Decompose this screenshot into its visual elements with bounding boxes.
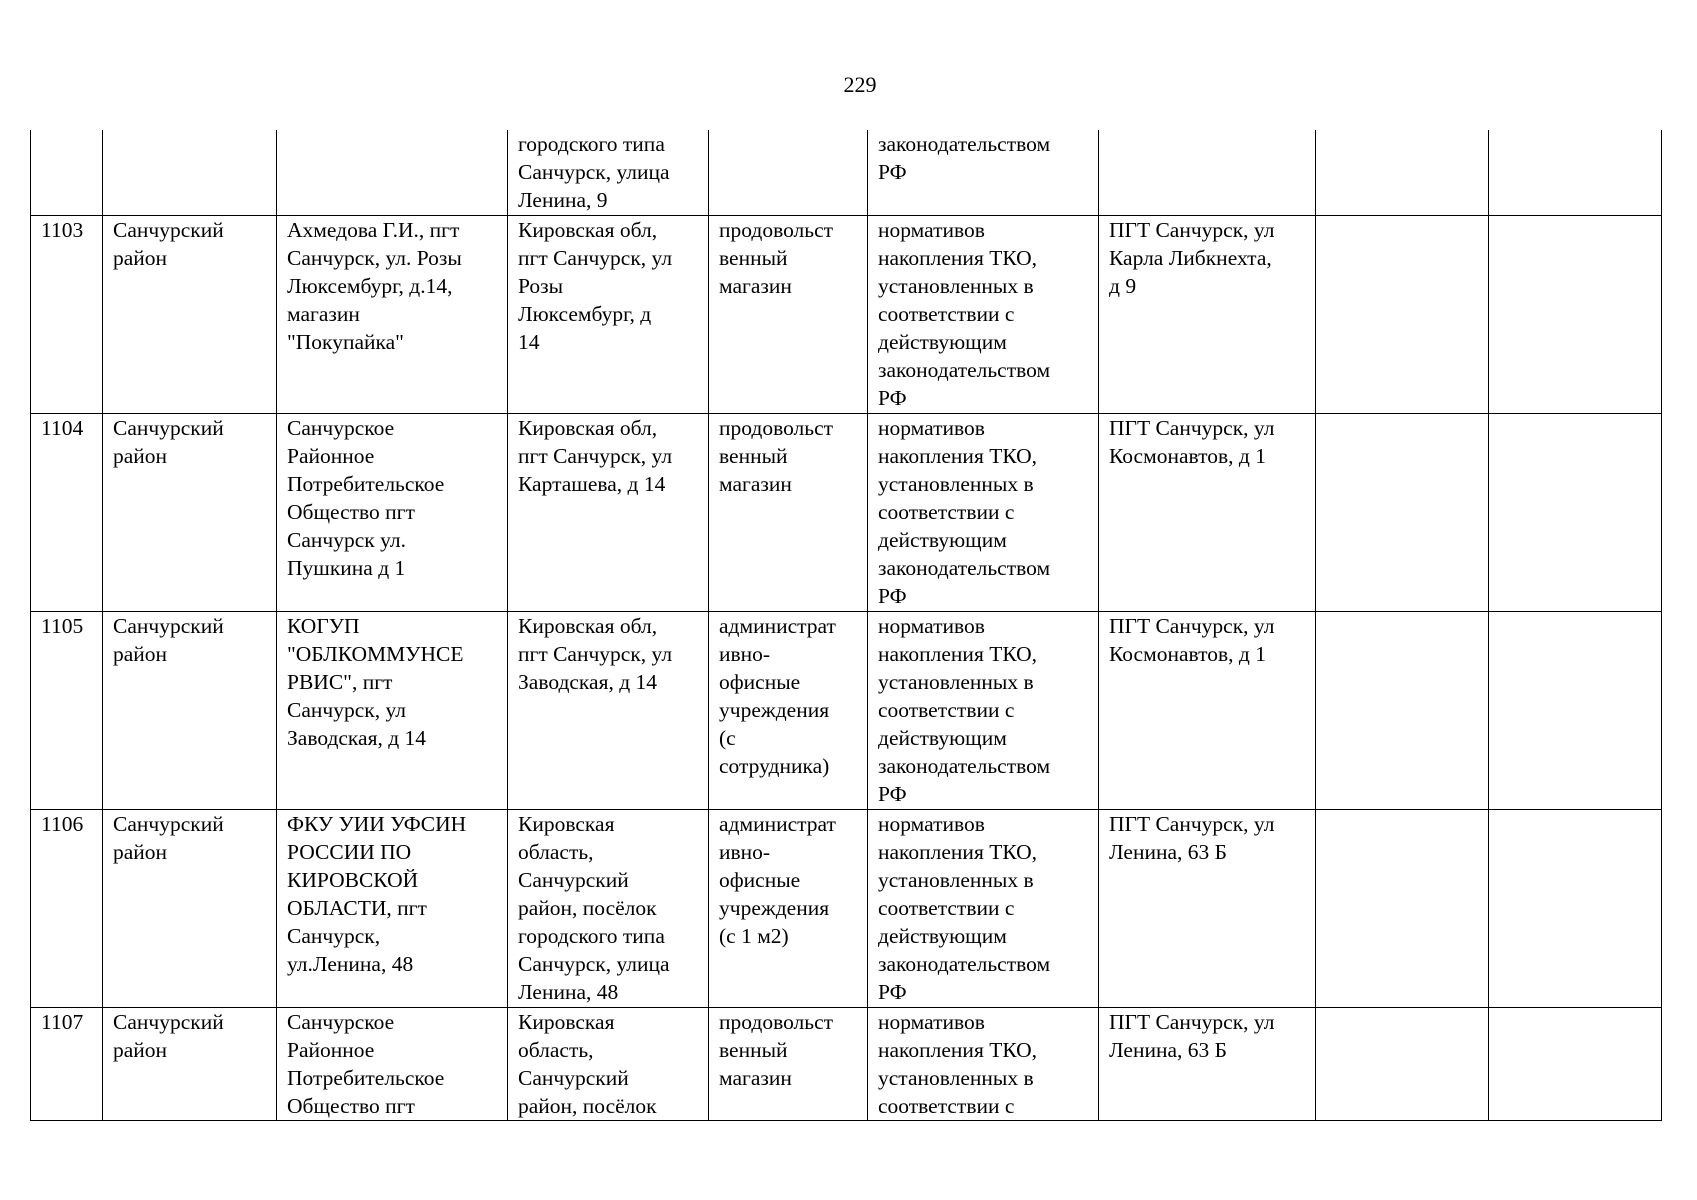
table-row [31,130,1662,215]
cell-category: продовольст венный магазин [709,1007,868,1120]
cell-owner: Санчурское Районное Потребительское Общество пгт Санчурск ул. Пушкина д 1 [277,413,508,611]
cell-category: продовольст венный магазин [709,413,868,611]
cell-district: Санчурский район [103,413,277,611]
cell-owner: КОГУП "ОБЛКОММУНСЕ РВИС", пгт Санчурск, ул Заводская, д 14 [277,611,508,809]
cell-district: Санчурский район [103,809,277,1007]
cell-location [1099,130,1316,215]
cell-category [709,130,868,215]
cell-district: Санчурский район [103,1007,277,1120]
cell-owner: Ахмедова Г.И., пгт Санчурск, ул. Розы Люксембург, д.14, магазин "Покупайка" [277,215,508,413]
table-row [31,809,1662,1007]
cell-extra [1316,413,1489,611]
table-row [31,215,1662,413]
cell-address: Кировская обл, пгт Санчурск, ул Розы Люксембург, д 14 [508,215,709,413]
cell-owner [277,130,508,215]
cell-extra [1489,215,1662,413]
cell-category: продовольст венный магазин [709,215,868,413]
cell-norm: нормативов накопления ТКО, установленных в соответствии с [868,1007,1099,1120]
cell-extra [1316,611,1489,809]
table-row [31,1007,1662,1120]
cell-extra [1316,809,1489,1007]
cell-extra [1489,611,1662,809]
cell-district: Санчурский район [103,215,277,413]
cell-extra [1316,130,1489,215]
cell-extra [1316,215,1489,413]
cell-number: 1107 [31,1007,103,1120]
cell-location: ПГТ Санчурск, ул Космонавтов, д 1 [1099,413,1316,611]
cell-extra [1489,809,1662,1007]
cell-owner: Санчурское Районное Потребительское Общество пгт [277,1007,508,1120]
cell-number [31,130,103,215]
page-number: 229 [843,72,877,97]
cell-location: ПГТ Санчурск, ул Ленина, 63 Б [1099,1007,1316,1120]
cell-address: Кировская область, Санчурский район, посёлок городского типа Санчурск, улица Ленина, 48 [508,809,709,1007]
cell-owner: ФКУ УИИ УФСИН РОССИИ ПО КИРОВСКОЙ ОБЛАСТИ, пгт Санчурск, ул.Ленина, 48 [277,809,508,1007]
cell-extra [1489,130,1662,215]
table-row [31,611,1662,809]
cell-extra [1316,1007,1489,1120]
cell-address: Кировская обл, пгт Санчурск, ул Карташева, д 14 [508,413,709,611]
cell-district [103,130,277,215]
cell-location: ПГТ Санчурск, ул Карла Либкнехта, д 9 [1099,215,1316,413]
cell-category: администрат ивно- офисные учреждения (с сотрудника) [709,611,868,809]
cell-category: администрат ивно- офисные учреждения (с 1 м2) [709,809,868,1007]
cell-norm: законодательством РФ [868,130,1099,215]
cell-address: Кировская область, Санчурский район, посёлок [508,1007,709,1120]
cell-number: 1105 [31,611,103,809]
cell-norm: нормативов накопления ТКО, установленных в соответствии с действующим законодательством РФ [868,413,1099,611]
cell-extra [1489,1007,1662,1120]
table-row [31,413,1662,611]
cell-district: Санчурский район [103,611,277,809]
cell-norm: нормативов накопления ТКО, установленных в соответствии с действующим законодательством РФ [868,611,1099,809]
cell-extra [1489,413,1662,611]
cell-location: ПГТ Санчурск, ул Ленина, 63 Б [1099,809,1316,1007]
cell-number: 1104 [31,413,103,611]
registry-table [30,130,1662,1121]
cell-norm: нормативов накопления ТКО, установленных в соответствии с действующим законодательством РФ [868,215,1099,413]
cell-number: 1103 [31,215,103,413]
cell-address: Кировская обл, пгт Санчурск, ул Заводская, д 14 [508,611,709,809]
cell-address: городского типа Санчурск, улица Ленина, 9 [508,130,709,215]
cell-location: ПГТ Санчурск, ул Космонавтов, д 1 [1099,611,1316,809]
cell-norm: нормативов накопления ТКО, установленных в соответствии с действующим законодательством РФ [868,809,1099,1007]
cell-number: 1106 [31,809,103,1007]
